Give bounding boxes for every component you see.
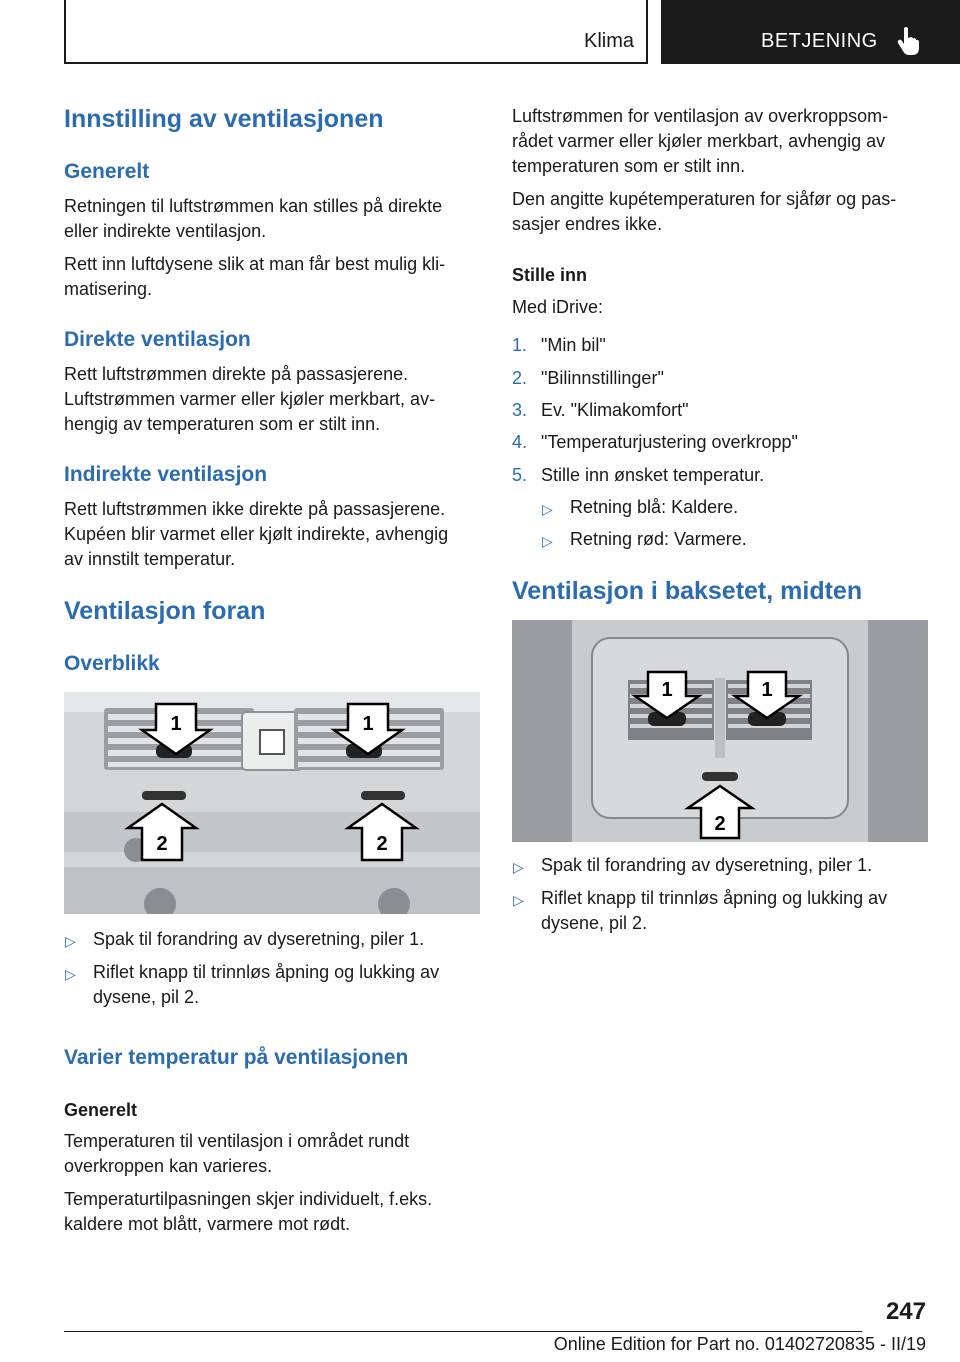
generelt-text-l2: eller indirekte ventilasjon. bbox=[64, 221, 267, 241]
front-vents-figure bbox=[64, 692, 480, 914]
section-title: Klima bbox=[583, 30, 634, 52]
arrow-label-1b: 1 bbox=[362, 713, 374, 735]
arrow-label-2: 2 bbox=[714, 813, 726, 835]
direkte-text-l2: Luftstrømmen varmer eller kjøler merkbart, av‐ bbox=[64, 389, 436, 409]
generelt-text-l3: Rett inn luftdysene slik at man får best mulig kli‐ bbox=[64, 254, 446, 274]
step-text: Stille inn ønsket temperatur. bbox=[541, 465, 765, 485]
right-text-l4: Den angitte kupétemperaturen for sjåfør og pas‐ bbox=[512, 189, 897, 209]
arrow-label-2b: 2 bbox=[376, 833, 388, 855]
header-chapter-bar bbox=[661, 0, 960, 64]
step-text: "Temperaturjustering overkropp" bbox=[541, 432, 798, 452]
step-number: 3. bbox=[512, 400, 528, 420]
direkte-text-l3: hengig av temperaturen som er stilt inn. bbox=[64, 414, 381, 434]
varier-text-l2: overkroppen kan varieres. bbox=[64, 1156, 273, 1176]
main-title: Innstilling av ventilasjonen bbox=[64, 105, 384, 133]
arrow-label-2a: 2 bbox=[156, 833, 168, 855]
varier-text-l3: Temperaturtilpasningen skjer individuelt, f.eks. bbox=[64, 1189, 433, 1209]
triangle-right-icon: ▷ bbox=[513, 859, 524, 875]
rear-bullet-2-l2: dysene, pil 2. bbox=[541, 913, 648, 933]
med-idrive-text: Med iDrive: bbox=[512, 297, 604, 317]
bak-heading: Ventilasjon i baksetet, midten bbox=[512, 577, 863, 605]
varier-heading: Varier temperatur på ventilasjonen bbox=[64, 1046, 409, 1069]
rear-bullet-2-l1: Riflet knapp til trinnløs åpning og lukking av bbox=[541, 888, 888, 908]
front-vents-illustration bbox=[64, 692, 480, 914]
rear-bullet-1: Spak til forandring av dyseretning, piler 1. bbox=[541, 855, 873, 875]
varier-subheading: Generelt bbox=[64, 1100, 138, 1120]
front-bullet-2-l2: dysene, pil 2. bbox=[93, 987, 200, 1007]
right-text-l2: rådet varmer eller kjøler merkbart, avhengig av bbox=[512, 131, 886, 151]
sub-bullet-blue: Retning blå: Kaldere. bbox=[570, 497, 739, 517]
rear-vents-figure bbox=[512, 620, 928, 842]
step-text: "Min bil" bbox=[541, 335, 606, 355]
arrow-label-1a: 1 bbox=[170, 713, 182, 735]
stille-inn-heading: Stille inn bbox=[512, 265, 588, 285]
edition-text: Online Edition for Part no. 01402720835 - II/19 bbox=[553, 1334, 926, 1354]
indirekte-text-l3: av innstilt temperatur. bbox=[64, 549, 236, 569]
step-number: 5. bbox=[512, 465, 528, 485]
triangle-right-icon: ▷ bbox=[65, 966, 76, 982]
direkte-heading: Direkte ventilasjon bbox=[64, 328, 251, 351]
front-bullet-1: Spak til forandring av dyseretning, piler 1. bbox=[93, 929, 425, 949]
triangle-right-icon: ▷ bbox=[513, 892, 524, 908]
sub-bullet-red: Retning rød: Varmere. bbox=[570, 529, 747, 549]
step-number: 4. bbox=[512, 432, 528, 452]
direkte-text-l1: Rett luftstrømmen direkte på passasjerene. bbox=[64, 364, 409, 384]
step-number: 2. bbox=[512, 368, 528, 388]
generelt-text-l1: Retningen til luftstrømmen kan stilles på direkte bbox=[64, 196, 443, 216]
hand-pointer-icon bbox=[897, 26, 919, 56]
right-text-l3: temperaturen som er stilt inn. bbox=[512, 156, 746, 176]
generelt-text-l4: matisering. bbox=[64, 279, 153, 299]
arrow-label-1a: 1 bbox=[661, 679, 673, 701]
varier-text-l4: kaldere mot blått, varmere mot rødt. bbox=[64, 1214, 351, 1234]
indirekte-heading: Indirekte ventilasjon bbox=[64, 463, 268, 486]
step-text: "Bilinnstillinger" bbox=[541, 368, 664, 388]
triangle-right-icon: ▷ bbox=[542, 501, 553, 517]
generelt-heading: Generelt bbox=[64, 160, 150, 183]
right-text-l5: sasjer endres ikke. bbox=[512, 214, 663, 234]
front-bullet-2-l1: Riflet knapp til trinnløs åpning og lukking av bbox=[93, 962, 440, 982]
step-text: Ev. "Klimakomfort" bbox=[541, 400, 689, 420]
right-text-l1: Luftstrømmen for ventilasjon av overkroppsom‐ bbox=[512, 106, 889, 126]
page-number: 247 bbox=[885, 1298, 926, 1325]
foran-heading: Ventilasjon foran bbox=[64, 597, 266, 625]
indirekte-text-l2: Kupéen blir varmet eller kjølt indirekte, avhengig bbox=[64, 524, 449, 544]
indirekte-text-l1: Rett luftstrømmen ikke direkte på passasjerene. bbox=[64, 499, 446, 519]
footer-divider bbox=[64, 1331, 862, 1332]
header-section-box bbox=[64, 0, 648, 64]
arrow-label-1b: 1 bbox=[761, 679, 773, 701]
triangle-right-icon: ▷ bbox=[65, 933, 76, 949]
step-number: 1. bbox=[512, 335, 528, 355]
overblikk-heading: Overblikk bbox=[64, 652, 160, 675]
chapter-title: BETJENING bbox=[761, 30, 878, 52]
varier-text-l1: Temperaturen til ventilasjon i området rundt bbox=[64, 1131, 410, 1151]
triangle-right-icon: ▷ bbox=[542, 533, 553, 549]
rear-vents-illustration bbox=[512, 620, 928, 842]
